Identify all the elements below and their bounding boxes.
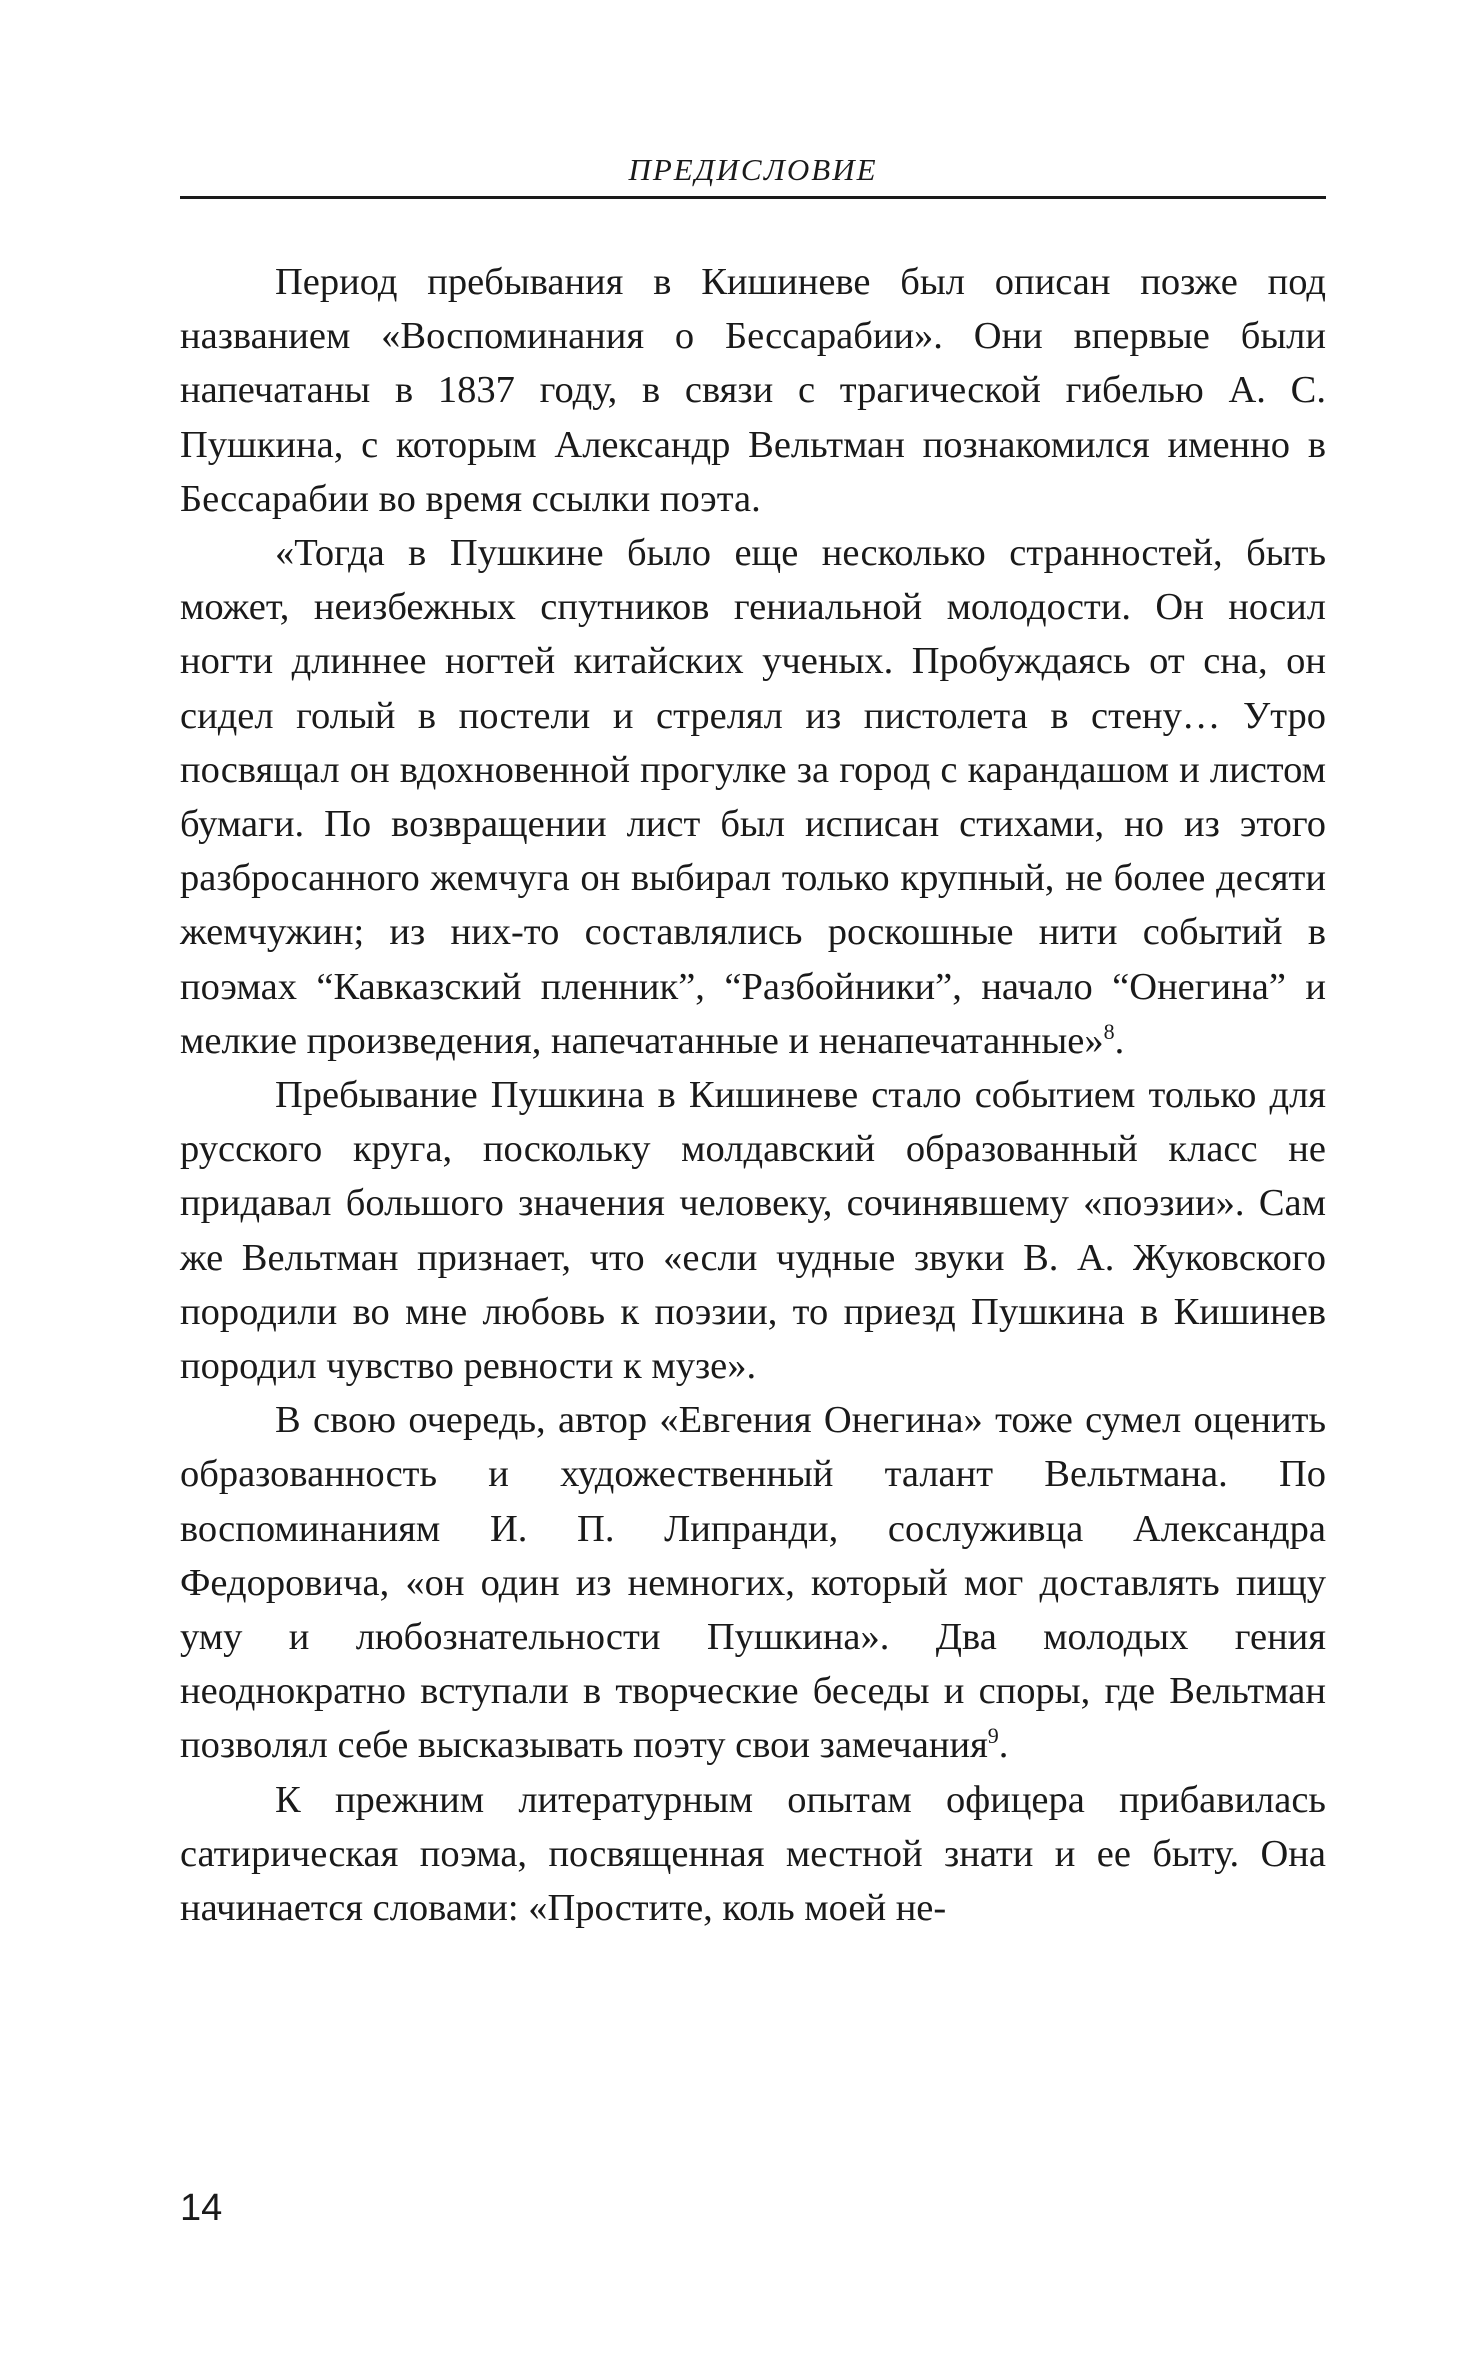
page-number: 14 <box>180 2187 223 2229</box>
paragraph-5-text: К прежним литературным опытам офицера прибавилась сатирическая поэма, посвященная местной знати и ее быту. Она начинается словами: «Простите, коль моей не- <box>180 1778 1326 1930</box>
paragraph-4-tail: . <box>998 1724 1009 1767</box>
paragraph-5 <box>180 1773 1326 1936</box>
running-header <box>180 150 1326 199</box>
paragraph-1-text: Период пребывания в Кишиневе был описан позже под названием «Воспоминания о Бессарабии». Они впервые были напечатаны в 1837 году, в связи с трагической гибелью А. С. Пушкина, с которым Александр Вельтман познакомился именно в Бессарабии во время ссылки поэта. <box>180 261 1326 520</box>
paragraph-3 <box>180 1068 1326 1393</box>
paragraph-2-text: «Тогда в Пушкине было еще несколько странностей, быть может, неизбежных спутников гениальной молодости. Он носил ногти длиннее ногтей китайских ученых. Пробуждаясь от сна, он сидел голый в постели и стрелял из пистолета в стену… Утро посвящал он вдохновенной прогулке за город с карандашом и листом бумаги. По возвращении лист был исписан стихами, но из этого разбросанного жемчуга он выбирал только крупный, не более десяти жемчужин; из них-то составлялись роскошные нити событий в поэмах “Кавказский пленник”, “Разбойники”, начало “Онегина” и мелкие произведения, напечатанные и ненапечатанные» <box>180 532 1326 1062</box>
footnote-marker-9[interactable]: 9 <box>987 1723 999 1749</box>
paragraph-2 <box>180 526 1326 1068</box>
running-header-title: ПРЕДИСЛОВИЕ <box>628 152 878 187</box>
paragraph-4-text: В свою очередь, автор «Евгения Онегина» тоже сумел оценить образованность и художественный талант Вельтмана. По воспоминаниям И. П. Липранди, сослуживца Александра Федоровича, «он один из немногих, который мог доставлять пищу уму и любознательности Пушкина». Два молодых гения неоднократно вступали в творческие беседы и споры, где Вельтман позволял себе высказывать поэту свои замечания <box>180 1399 1326 1767</box>
body-text <box>180 255 1326 1935</box>
paragraph-3-text: Пребывание Пушкина в Кишиневе стало событием только для русского круга, поскольку молдавский образованный класс не придавал большого значения человеку, сочинявшему «поэзии». Сам же Вельтман признает, что «если чудные звуки В. А. Жуковского породили во мне любовь к поэзии, то приезд Пушкина в Кишинев породил чувство ревности к музе». <box>180 1074 1326 1388</box>
paragraph-2-tail: . <box>1114 1019 1125 1062</box>
paragraph-1 <box>180 255 1326 526</box>
footnote-marker-8[interactable]: 8 <box>1103 1019 1115 1045</box>
paragraph-4 <box>180 1393 1326 1772</box>
